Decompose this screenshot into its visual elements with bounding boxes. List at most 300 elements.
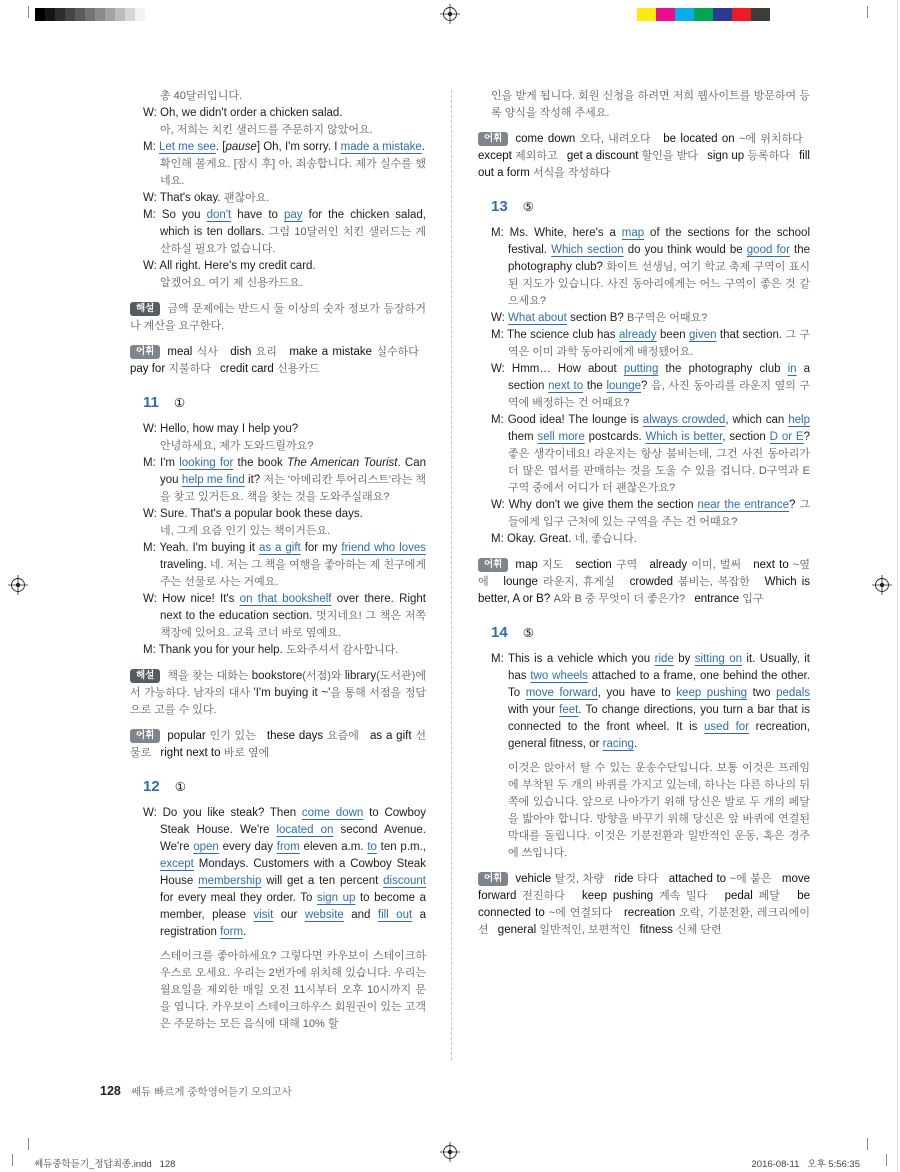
korean-paragraph xyxy=(160,156,426,190)
grayscale-swatch xyxy=(115,8,125,21)
english-text: every day xyxy=(218,841,277,853)
korean-text: 요즘에 xyxy=(326,730,370,742)
english-text: postcards. xyxy=(584,431,646,443)
key-phrase: on that bookshelf xyxy=(239,593,332,605)
english-text: move forward xyxy=(478,873,810,902)
korean-text: 바로 옆에 xyxy=(223,747,270,759)
key-phrase: good for xyxy=(746,244,790,256)
korean-text: 네, 좋습니다. xyxy=(574,533,637,545)
grayscale-swatch xyxy=(105,8,115,21)
korean-text: 괜찮아요. xyxy=(223,192,270,204)
right-column xyxy=(478,88,810,1036)
english-text: to Cowboy Steak House. We're xyxy=(160,807,427,836)
dialogue-line xyxy=(491,531,810,548)
korean-paragraph xyxy=(160,122,426,139)
korean-text: 실수하다 xyxy=(376,346,427,358)
dialogue-line xyxy=(491,327,810,361)
english-text: Which is better, A or B? xyxy=(478,576,810,605)
english-text: second Avenue. We're xyxy=(160,824,426,853)
english-text: The American Tourist xyxy=(286,457,398,469)
korean-text: 그들에게 입구 근처에 있는 구역을 주는 건 어때요? xyxy=(508,499,810,528)
korean-text: (서점)와 xyxy=(302,670,345,682)
english-text: ? xyxy=(641,380,652,392)
color-swatch xyxy=(732,8,751,21)
color-swatch xyxy=(656,8,675,21)
english-text: be located on xyxy=(663,133,739,145)
english-text: . Can you xyxy=(160,457,426,486)
english-text: a section xyxy=(508,363,810,392)
korean-text: 페달 xyxy=(758,890,798,902)
note-paragraph xyxy=(478,131,810,182)
color-swatch xyxy=(713,8,732,21)
explanation-badge: 해설 xyxy=(130,669,160,684)
korean-text: 일반적인, 보편적인 xyxy=(539,924,640,936)
english-text: of the sections for the school festival. xyxy=(508,227,810,256)
english-text: W: xyxy=(491,312,509,324)
key-phrase: putting xyxy=(623,363,659,375)
english-text: ] Oh, I'm sorry. I xyxy=(256,141,341,153)
english-text: section B? xyxy=(566,312,627,324)
korean-text: 등록하다 xyxy=(747,150,800,162)
english-text: be connected to xyxy=(478,890,810,919)
english-text: recreation xyxy=(623,907,680,919)
dialogue-line xyxy=(143,805,426,941)
answer-choice-circle: ⑤ xyxy=(522,200,534,214)
vocab-badge: 어휘 xyxy=(478,132,508,147)
key-phrase: fill out xyxy=(377,909,413,921)
note-paragraph xyxy=(130,301,426,335)
registration-mark-icon xyxy=(8,575,28,595)
question-heading xyxy=(491,624,810,642)
korean-text: 네, 그게 요즘 인기 있는 책이거든요. xyxy=(160,525,331,537)
korean-text: 총 40달러입니다. xyxy=(160,90,243,102)
english-text: , which can xyxy=(725,414,789,426)
english-text: fill out a form xyxy=(478,150,810,179)
question-number: 14 xyxy=(491,624,508,641)
english-text: bookstore xyxy=(251,670,303,682)
english-text: been xyxy=(656,329,690,341)
key-phrase: located on xyxy=(276,824,334,836)
korean-text: 안녕하세요, 제가 도와드릴까요? xyxy=(160,440,314,452)
key-phrase: sell more xyxy=(537,431,585,443)
color-swatch xyxy=(694,8,713,21)
question-heading xyxy=(143,394,426,412)
key-phrase: pedals xyxy=(776,687,811,699)
english-text: come down xyxy=(515,133,580,145)
grayscale-swatch xyxy=(95,8,105,21)
key-phrase: except xyxy=(160,858,194,870)
english-text: ? xyxy=(789,499,800,511)
english-text: the photography club xyxy=(658,363,788,375)
key-phrase: Which is better xyxy=(645,431,723,443)
korean-text: 금액 문제에는 반드시 둘 이상의 숫자 정보가 등장하거나 계산을 요구한다. xyxy=(130,303,426,332)
korean-text: 지불하다 xyxy=(168,363,221,375)
english-text: ? xyxy=(803,431,811,443)
crop-mark xyxy=(867,6,868,18)
grayscale-swatch xyxy=(55,8,65,21)
page-content xyxy=(130,88,810,1036)
note-paragraph xyxy=(130,668,426,719)
dialogue-line xyxy=(491,310,810,327)
vocab-badge: 어휘 xyxy=(130,729,160,744)
korean-paragraph xyxy=(491,88,810,122)
korean-text: 오다, 내려오다 xyxy=(579,133,664,145)
english-text: to become a member, please xyxy=(160,892,426,921)
korean-text: 선물로 xyxy=(130,730,427,759)
english-text: M: xyxy=(143,141,159,153)
korean-text: 신체 단련 xyxy=(676,924,722,936)
key-phrase: Which section xyxy=(551,244,624,256)
english-text: have to xyxy=(231,209,285,221)
crop-mark xyxy=(12,1154,13,1166)
english-text: vehicle xyxy=(515,873,555,885)
korean-text: 아, 저희는 치킨 샐러드를 주문하지 않았어요. xyxy=(160,124,373,136)
english-text: as a gift xyxy=(369,730,416,742)
key-phrase: visit xyxy=(253,909,274,921)
key-phrase: sitting on xyxy=(694,653,743,665)
korean-text: 라운지, 휴게실 xyxy=(543,576,630,588)
korean-text: ~에 위치하다 xyxy=(738,133,810,145)
english-text: attached to a frame, one behind the other. To xyxy=(508,670,810,699)
english-text: map xyxy=(515,559,542,571)
dialogue-line xyxy=(143,642,426,659)
vocab-badge: 어휘 xyxy=(478,872,508,887)
explanation-badge: 해설 xyxy=(130,302,160,317)
key-phrase: looking for xyxy=(179,457,234,469)
note-paragraph xyxy=(130,728,426,762)
english-text: W: Sure. That's a popular book these days. xyxy=(143,508,363,520)
english-text: a registration xyxy=(160,909,427,938)
english-text: them xyxy=(508,431,538,443)
english-text: W: Why don't we give them the section xyxy=(491,499,698,511)
key-phrase: ride xyxy=(654,653,674,665)
english-text: do you think would be xyxy=(623,244,747,256)
dialogue-line xyxy=(143,190,426,207)
korean-text: 알겠어요. 여기 제 신용카드요. xyxy=(160,277,303,289)
dialogue-line xyxy=(143,455,426,506)
key-phrase: friend who loves xyxy=(341,542,426,554)
key-phrase: two wheels xyxy=(530,670,588,682)
key-phrase: lounge xyxy=(606,380,642,392)
key-phrase: near the entrance xyxy=(697,499,790,511)
english-text: attached to xyxy=(668,873,730,885)
page-edge-line xyxy=(897,0,898,1172)
key-phrase: to xyxy=(367,841,377,853)
key-phrase: made a mistake xyxy=(340,141,422,153)
korean-text: 할인을 받다 xyxy=(641,150,708,162)
key-phrase: sign up xyxy=(316,892,356,904)
grayscale-swatch xyxy=(65,8,75,21)
key-phrase: form xyxy=(220,926,244,938)
english-text: for my xyxy=(300,542,342,554)
question-number: 12 xyxy=(143,778,160,795)
book-title: 쎄듀 빠르게 중학영어듣기 모의고사 xyxy=(130,1086,292,1098)
korean-text: 요리 xyxy=(255,346,290,358)
korean-text: A와 B 중 무엇이 더 좋은가? xyxy=(553,593,695,605)
korean-text: 을 통해 서점을 정답으로 고를 수 있다. xyxy=(130,687,426,716)
question-number: 11 xyxy=(143,394,159,411)
korean-text: 확인해 볼게요. [잠시 후] 아, 죄송합니다. 제가 실수를 했네요. xyxy=(160,158,426,187)
english-text: entrance xyxy=(694,593,743,605)
english-text: traveling. xyxy=(160,559,210,571)
english-text: 'I'm buying it ~' xyxy=(253,687,331,699)
key-phrase: move forward xyxy=(525,687,598,699)
dialogue-line xyxy=(491,651,810,753)
key-phrase: help me find xyxy=(181,474,245,486)
key-phrase: always crowded xyxy=(642,414,726,426)
dialogue-line xyxy=(143,207,426,258)
note-paragraph xyxy=(478,871,810,939)
registration-mark-icon xyxy=(440,1142,460,1162)
vocab-badge: 어휘 xyxy=(130,345,160,360)
left-column xyxy=(130,88,426,1036)
english-text: M: The science club has xyxy=(491,329,619,341)
grayscale-calibration-bar xyxy=(35,8,145,21)
english-text: our xyxy=(273,909,305,921)
color-calibration-bar xyxy=(637,8,770,21)
korean-text: 이미, 벌써 xyxy=(691,559,754,571)
print-slug-filename: 쎄듀중학듣기_정답최종.indd 128 xyxy=(34,1159,176,1170)
note-paragraph xyxy=(478,557,810,608)
key-phrase: What about xyxy=(508,312,567,324)
english-text: already xyxy=(649,559,692,571)
key-phrase: Let me see xyxy=(158,141,216,153)
korean-paragraph xyxy=(160,948,426,1033)
english-text: and xyxy=(343,909,378,921)
korean-text: 인기 있는 xyxy=(209,730,267,742)
korean-text: 신용카드 xyxy=(276,363,320,375)
english-text: by xyxy=(673,653,695,665)
english-text: recreation, general fitness, or xyxy=(508,721,810,750)
korean-text: B구역은 어때요? xyxy=(626,312,708,324)
grayscale-swatch xyxy=(125,8,135,21)
key-phrase: come down xyxy=(301,807,364,819)
dialogue-line xyxy=(491,412,810,497)
key-phrase: discount xyxy=(383,875,426,887)
korean-text: 책을 찾는 대화는 xyxy=(167,670,252,682)
dialogue-line xyxy=(143,506,426,523)
english-text: . xyxy=(633,738,638,750)
key-phrase: membership xyxy=(198,875,262,887)
key-phrase: next to xyxy=(548,380,584,392)
korean-text: 전진하다 xyxy=(522,890,583,902)
question-heading xyxy=(143,778,426,796)
dialogue-line xyxy=(491,361,810,412)
english-text: M: Okay. Great. xyxy=(491,533,575,545)
english-text: popular xyxy=(167,730,210,742)
korean-paragraph xyxy=(508,760,810,862)
english-text: W: All right. Here's my credit card. xyxy=(143,260,316,272)
key-phrase: used for xyxy=(704,721,750,733)
english-text: . To change directions, you turn a bar that is connected to the front wheel. It is xyxy=(508,704,810,733)
korean-text: 오락, 기분전환, 레크리에이션 xyxy=(478,907,810,936)
grayscale-swatch xyxy=(75,8,85,21)
korean-text: 멋지네요! 그 책은 저쪽 책장에 있어요. 교육 코너 바로 옆예요. xyxy=(160,610,427,639)
dialogue-line xyxy=(143,591,426,642)
key-phrase: pay xyxy=(284,209,303,221)
korean-text: 저는 '아메리칸 투어리스트'라는 책을 찾고 있거든요. 책을 찾는 것을 도와주실래요? xyxy=(160,474,426,503)
question-heading xyxy=(491,198,810,216)
note-paragraph xyxy=(130,344,426,378)
korean-text: 서식을 작성하다 xyxy=(532,167,611,179)
registration-mark-icon xyxy=(440,4,460,24)
grayscale-swatch xyxy=(35,8,45,21)
answer-choice-circle: ① xyxy=(173,396,186,410)
english-text: W: Hmm… How about xyxy=(491,363,624,375)
korean-text: 그럼 10달러인 치킨 샐러드는 계산하실 필요가 없습니다. xyxy=(160,226,426,255)
korean-text: 이것은 앉아서 탈 수 있는 운송수단입니다. 보통 이것은 프레임에 부착된 두 개의 바퀴를 가지고 있는데, 하나는 다른 하나의 뒤쪽에 있습니다. 앞으로 나아가기 위해 당신은 발로 두 개의 페달을 밟아야 합니다. 방향을 바꾸기 위해 당신은 앞 바퀴에 연결된 막대를 돌립니다. 이것은 기분전환과 일반적인 운동, 혹은 경주에 쓰입니다. xyxy=(508,762,810,859)
key-phrase: as a gift xyxy=(258,542,301,554)
english-text: . [ xyxy=(215,141,226,153)
english-text: section xyxy=(575,559,617,571)
english-text: get a discount xyxy=(566,150,642,162)
key-phrase: open xyxy=(193,841,219,853)
english-text: W: Hello, how may I help you? xyxy=(143,423,299,435)
print-slug-timestamp: 2016-08-11 오후 5:56:35 xyxy=(751,1159,860,1170)
english-text: M: I'm xyxy=(143,457,180,469)
color-swatch xyxy=(637,8,656,21)
english-text: lounge xyxy=(503,576,544,588)
key-phrase: in xyxy=(787,363,797,375)
answer-choice-circle: ① xyxy=(174,780,186,794)
english-text: , you have to xyxy=(597,687,677,699)
english-text: M: Thank you for your help. xyxy=(143,644,286,656)
dialogue-line xyxy=(143,540,426,591)
english-text: over there. Right next to the education section. xyxy=(160,593,426,622)
korean-text: 인을 받게 됩니다. 회원 신청을 하려면 저희 웹사이트를 방문하여 등록 양식을 작성해 주세요. xyxy=(491,90,810,119)
korean-text: 계속 밀다 xyxy=(659,890,725,902)
english-text: W: Oh, we didn't order a chicken salad. xyxy=(143,107,343,119)
korean-text: (도서관)에서 가능하다. 남자의 대사 xyxy=(130,670,426,699)
grayscale-swatch xyxy=(135,8,145,21)
korean-text: 붐비는, 복잡한 xyxy=(678,576,765,588)
korean-text: 타다 xyxy=(637,873,669,885)
english-text: M: Good idea! The lounge is xyxy=(491,414,643,426)
english-text: , section xyxy=(722,431,770,443)
english-text: ride xyxy=(614,873,638,885)
korean-text: ~에 연결되다 xyxy=(548,907,624,919)
crop-mark xyxy=(28,6,29,18)
korean-text: 제외하고 xyxy=(515,150,567,162)
key-phrase: already xyxy=(618,329,657,341)
dialogue-line xyxy=(143,139,426,156)
korean-text: 스테이크를 좋아하세요? 그렇다면 카우보이 스테이크하우스로 오세요. 우리는 2번가에 위치해 있습니다. 우리는 월요일을 제외한 매일 오전 11시부터 오후 10시까지 문을 엽니다. 카우보이 스테이크하우스 회원권이 있는 고객은 주문하는 모든 음식에 대해 10% 할 xyxy=(160,950,426,1030)
dialogue-line xyxy=(143,421,426,438)
english-text: pay for xyxy=(130,363,169,375)
english-text: eleven a.m. xyxy=(299,841,368,853)
english-text: W: That's okay. xyxy=(143,192,224,204)
korean-text: 지도 xyxy=(541,559,576,571)
english-text: right next to xyxy=(160,747,224,759)
english-text: two xyxy=(747,687,777,699)
english-text: general xyxy=(497,924,540,936)
english-text: pedal xyxy=(724,890,759,902)
english-text: will get a ten percent xyxy=(261,875,384,887)
grayscale-swatch xyxy=(45,8,55,21)
korean-text: 탈것, 차량 xyxy=(554,873,615,885)
color-swatch xyxy=(751,8,770,21)
grayscale-swatch xyxy=(85,8,95,21)
english-text: M: This is a vehicle which you xyxy=(491,653,655,665)
english-text: fitness xyxy=(639,924,677,936)
korean-text: ~에 붙은 xyxy=(729,873,782,885)
korean-text: 구역 xyxy=(616,559,650,571)
korean-text: 도와주셔서 감사합니다. xyxy=(285,644,399,656)
crop-mark xyxy=(886,1154,887,1166)
key-phrase: given xyxy=(689,329,717,341)
key-phrase: feet xyxy=(559,704,579,716)
english-text: M: Yeah. I'm buying it xyxy=(143,542,259,554)
english-text: except xyxy=(478,150,516,162)
korean-text: 네. 저는 그 책을 여행을 좋아하는 제 친구에게 주는 선물로 사는 거예요. xyxy=(160,559,427,588)
english-text: library xyxy=(344,670,377,682)
english-text: the photography club? xyxy=(508,244,811,273)
english-text: the book xyxy=(233,457,287,469)
english-text: Mondays. Customers with a Cowboy Steak House xyxy=(160,858,426,887)
korean-paragraph xyxy=(160,88,426,105)
korean-text: 식사 xyxy=(196,346,231,358)
english-text: dish xyxy=(230,346,256,358)
english-text: these days xyxy=(266,730,327,742)
english-text: the xyxy=(583,380,607,392)
english-text: it? xyxy=(244,474,264,486)
key-phrase: racing xyxy=(602,738,634,750)
question-number: 13 xyxy=(491,198,508,215)
english-text: next to xyxy=(753,559,793,571)
korean-text: 좋은 생각이네요! 라운지는 항상 붐비는데, 그건 사진 동아리가 더 많은 엽서를 판매하는 것을 도울 수 있을 겁니다. D구역과 E구역 중에서 어디가 더 괜찮은가요? xyxy=(508,448,810,494)
english-text: keep pushing xyxy=(582,890,660,902)
korean-paragraph xyxy=(160,275,426,292)
korean-text: 음, 사진 동아리를 라운지 옆의 구역에 배정하는 건 어때요? xyxy=(508,380,810,409)
column-divider xyxy=(451,90,452,1060)
english-text: that section. xyxy=(716,329,786,341)
key-phrase: D or E xyxy=(769,431,804,443)
english-text: pause xyxy=(225,141,257,153)
english-text: W: How nice! It's xyxy=(143,593,240,605)
answer-choice-circle: ⑤ xyxy=(522,626,534,640)
english-text: sign up xyxy=(707,150,748,162)
crop-mark xyxy=(28,1138,29,1150)
key-phrase: don't xyxy=(206,209,232,221)
korean-paragraph xyxy=(160,438,426,455)
korean-text: 입구 xyxy=(742,593,764,605)
key-phrase: help xyxy=(788,414,810,426)
dialogue-line xyxy=(491,497,810,531)
english-text: M: So you xyxy=(143,209,207,221)
key-phrase: from xyxy=(276,841,300,853)
key-phrase: website xyxy=(304,909,344,921)
english-text: credit card xyxy=(220,363,277,375)
vocab-badge: 어휘 xyxy=(478,558,508,573)
english-text: for every meal they order. To xyxy=(160,892,317,904)
page-number: 128 xyxy=(100,1084,121,1098)
english-text: W: Do you like steak? Then xyxy=(143,807,302,819)
english-text: M: Ms. White, here's a xyxy=(491,227,622,239)
english-text: . xyxy=(243,926,247,938)
dialogue-line xyxy=(143,258,426,275)
english-text: ten p.m., xyxy=(376,841,426,853)
korean-text: 그 구역은 이미 과학 동아리에게 배정됐어요. xyxy=(508,329,810,358)
english-text: it. Usually, it has xyxy=(508,653,810,682)
page-footer xyxy=(100,1084,292,1099)
dialogue-line xyxy=(491,225,810,310)
crop-mark xyxy=(867,1138,868,1150)
english-text: for the chicken salad, which is ten dollars. xyxy=(160,209,426,238)
korean-paragraph xyxy=(160,523,426,540)
registration-mark-icon xyxy=(872,575,892,595)
english-text: . xyxy=(421,141,425,153)
english-text: with your xyxy=(508,704,560,716)
